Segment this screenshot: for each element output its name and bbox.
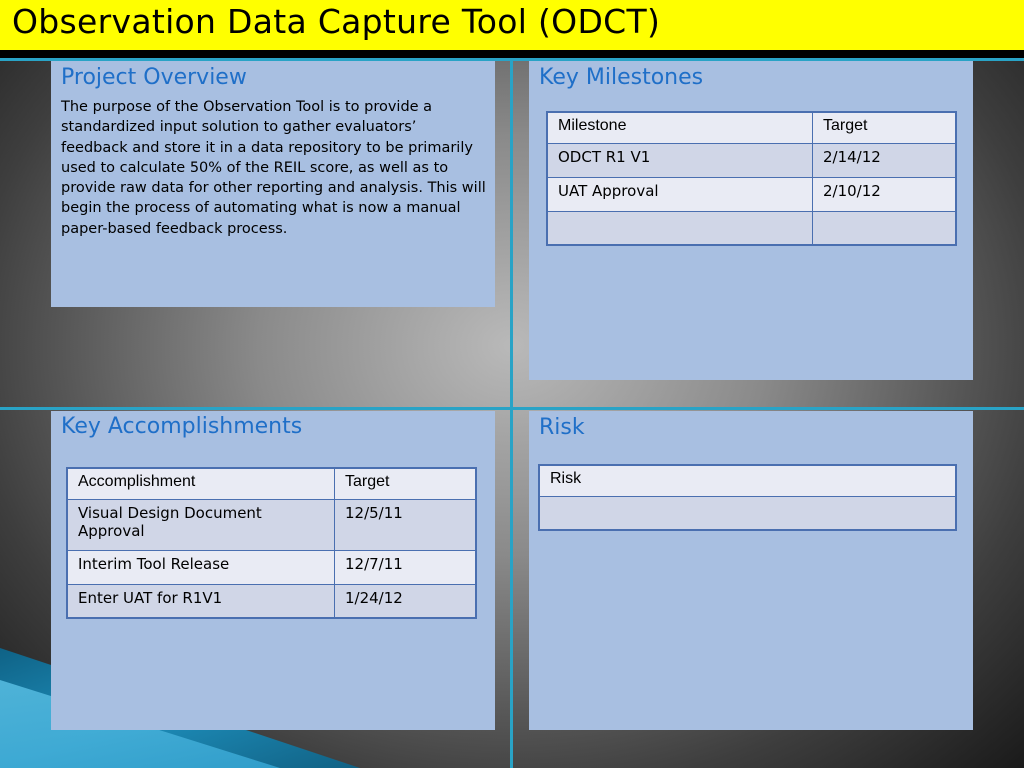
risk-table [538,464,957,531]
table-row [547,211,956,245]
table-header-row [539,465,956,496]
milestone-cell: UAT Approval [547,177,813,211]
risk-panel [529,411,973,730]
slide-title: Observation Data Capture Tool (ODCT) [12,2,661,41]
table-row [547,143,956,177]
key-milestones-panel [529,61,973,380]
key-accomplishments-heading: Key Accomplishments [61,414,303,439]
target-column-header: Target [335,468,477,499]
table-row [67,584,476,618]
accomplishment-cell: Visual Design Document Approval [67,499,335,550]
vertical-divider-line [510,58,513,768]
key-accomplishments-panel [51,411,495,730]
table-row [67,550,476,584]
risk-column-header: Risk [539,465,956,496]
milestone-cell [547,211,813,245]
table-header-row [547,112,956,143]
table-row [539,496,956,530]
target-cell: 12/7/11 [335,550,477,584]
key-milestones-heading: Key Milestones [539,65,704,90]
accomplishment-cell: Enter UAT for R1V1 [67,584,335,618]
milestones-table [546,111,957,246]
table-row [547,177,956,211]
milestone-column-header: Milestone [547,112,813,143]
table-header-row [67,468,476,499]
target-cell: 1/24/12 [335,584,477,618]
accomplishments-table [66,467,477,619]
target-cell: 2/10/12 [813,177,957,211]
accomplishment-cell: Interim Tool Release [67,550,335,584]
target-cell: 12/5/11 [335,499,477,550]
target-column-header: Target [813,112,957,143]
table-row [67,499,476,550]
project-overview-panel [51,61,495,307]
project-overview-heading: Project Overview [61,65,247,90]
target-cell: 2/14/12 [813,143,957,177]
project-overview-text: The purpose of the Observation Tool is to provide a standardized input solution to gather evaluators’ feedback and store it in a data repository to be primarily used to calculate 50% of the REIL score, as well as to provide raw data for other reporting and analysis. This will begin the process of automating what is now a manual paper-based feedback process. [61,99,486,237]
risk-heading: Risk [539,415,585,440]
accomplishment-column-header: Accomplishment [67,468,335,499]
risk-cell [539,496,956,530]
title-underline [0,50,1024,58]
target-cell [813,211,957,245]
milestone-cell: ODCT R1 V1 [547,143,813,177]
title-bar [0,0,1024,50]
